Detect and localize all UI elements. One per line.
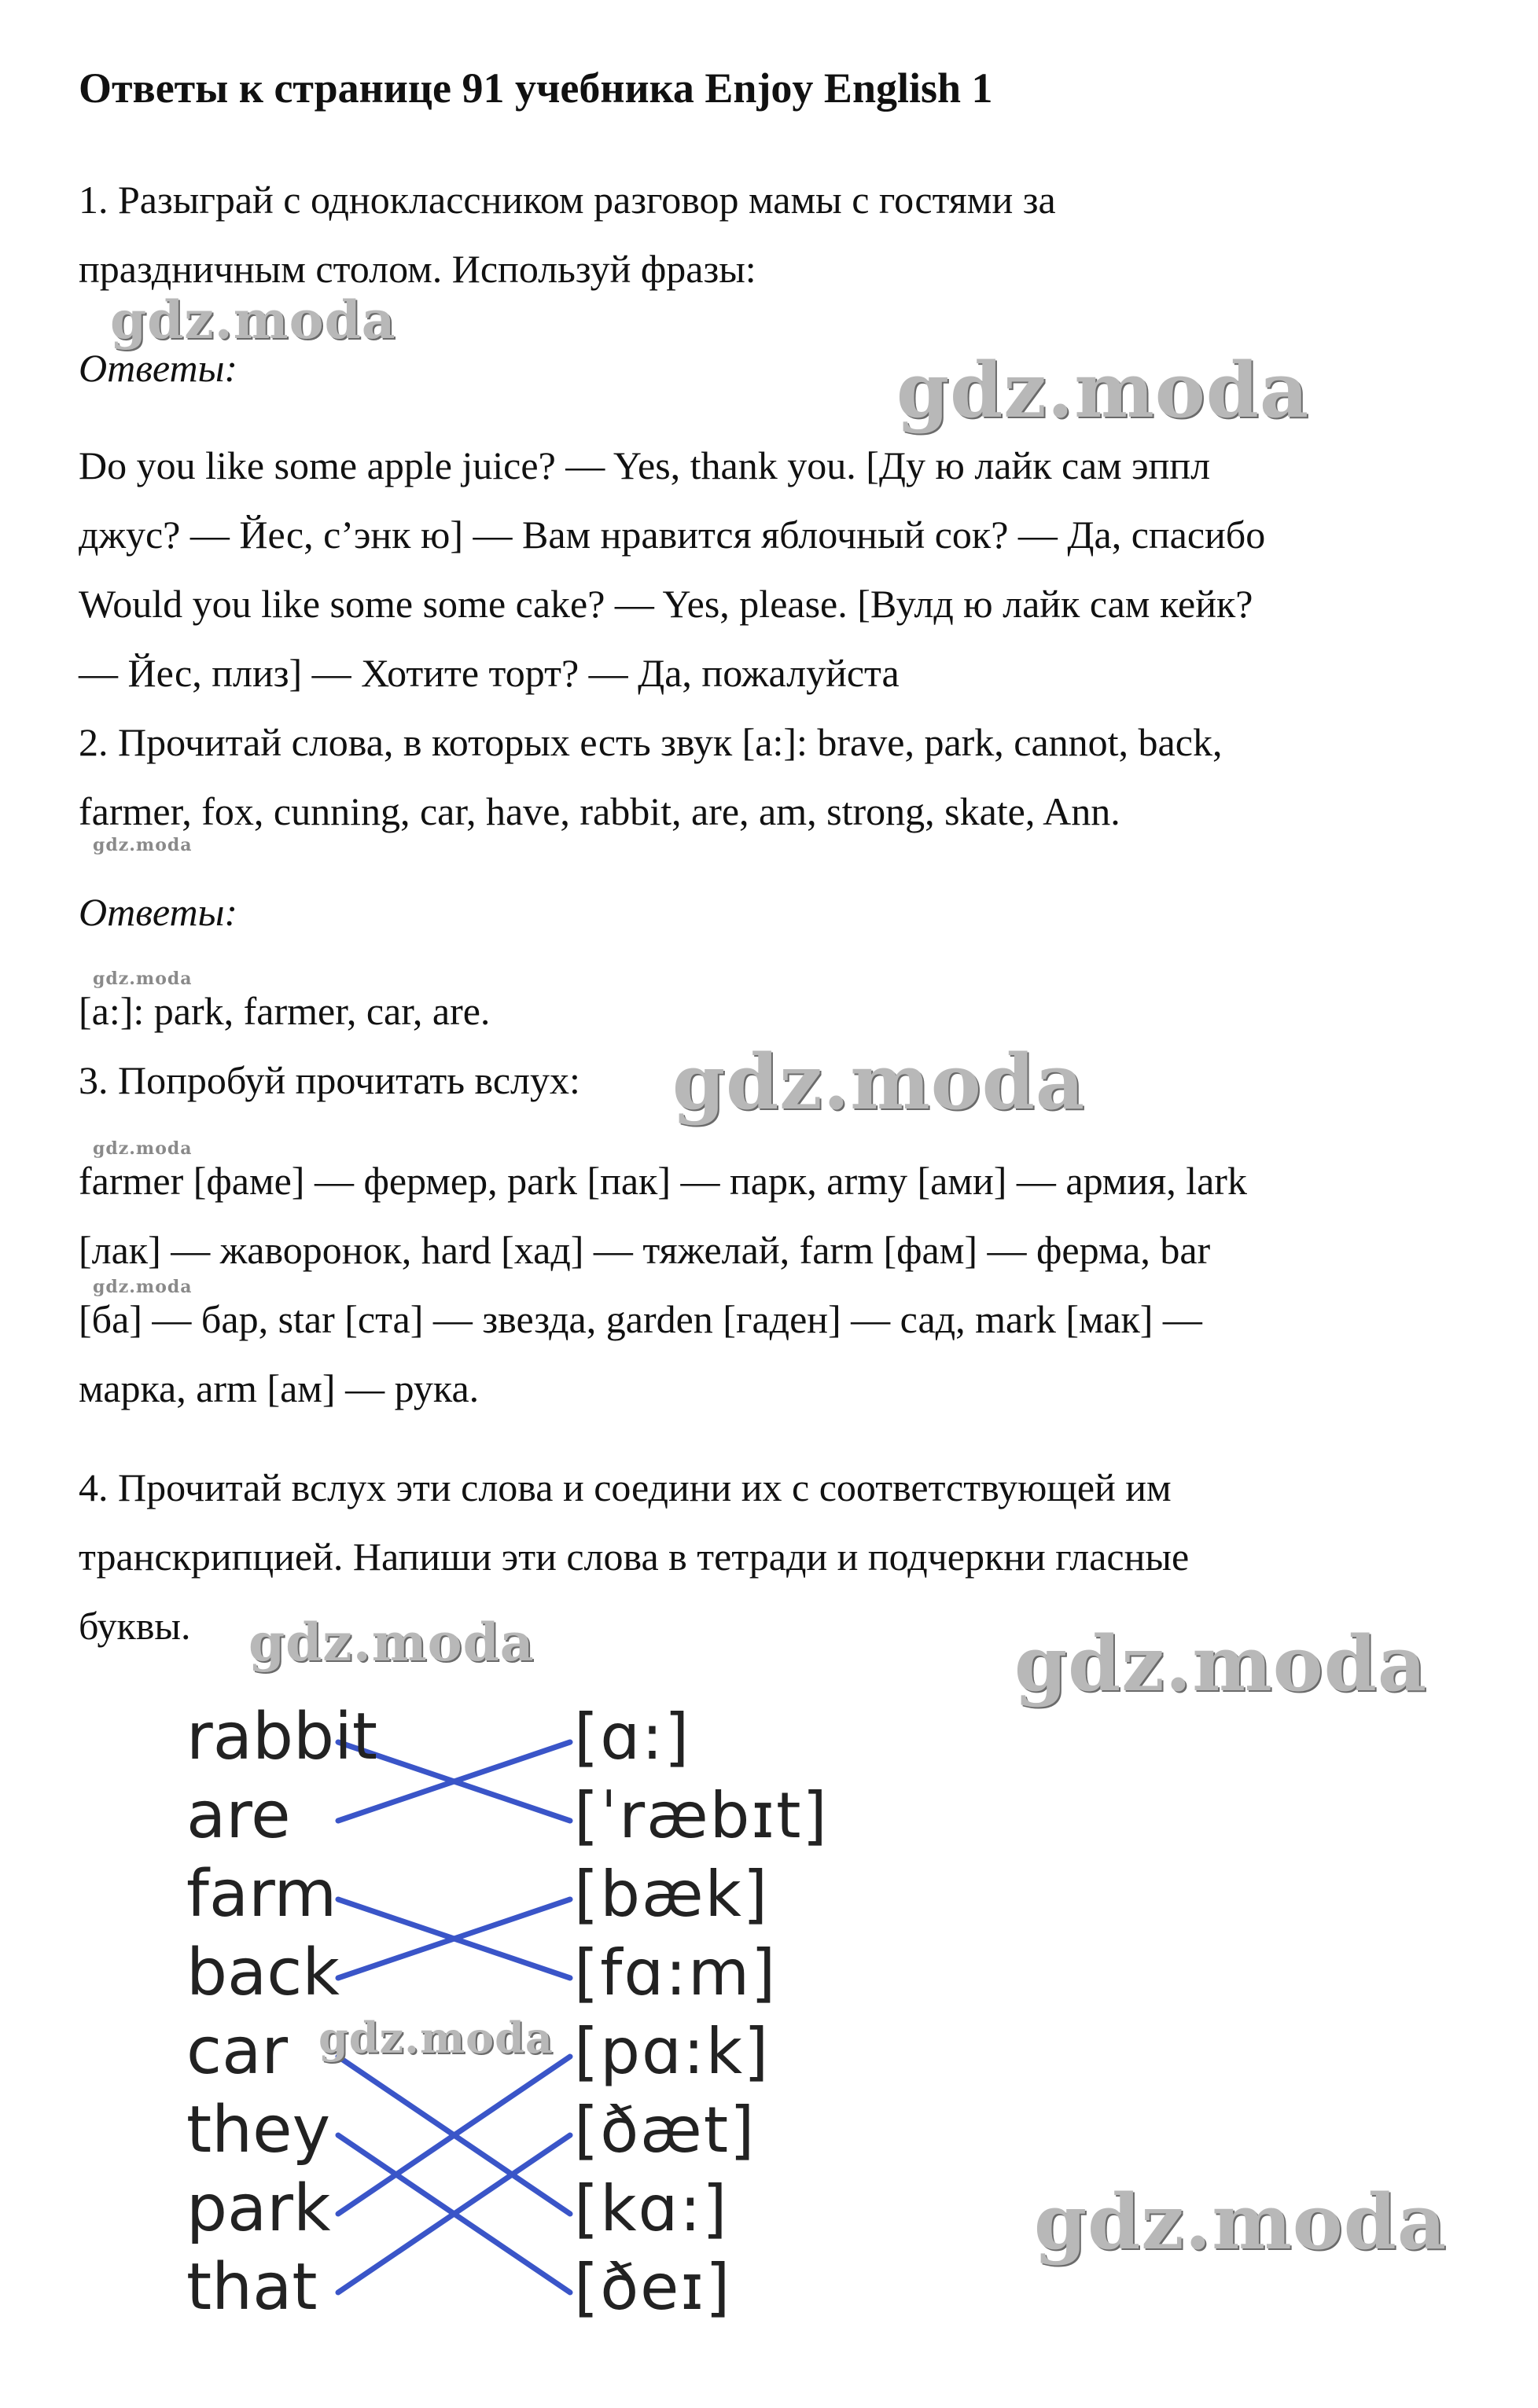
transcription-item: [ðæt] — [574, 2094, 756, 2167]
task3-answer-line: [лак] — жаворонок, hard [хад] — тяжелай, farm [фам] — ферма, bar — [79, 1228, 1211, 1272]
task3-answer-line: farmer [фаме] — фермер, park [пак] — парк, army [ами] — армия, lark — [79, 1159, 1247, 1203]
word-item: they — [186, 2093, 331, 2167]
task1-text-line2: праздничным столом. Используй фразы: — [79, 247, 756, 291]
word-item: are — [186, 1778, 291, 1853]
task1-text-line1: 1. Разыграй с одноклассником разговор мамы с гостями за — [79, 178, 1056, 222]
watermark: gdz.moda — [110, 289, 396, 351]
watermark: gdz.moda — [672, 1038, 1086, 1127]
word-item: rabbit — [186, 1700, 377, 1774]
word-item: that — [186, 2250, 318, 2325]
task2-text-line2: farmer, fox, cunning, car, have, rabbit, are, am, strong, skate, Ann. — [79, 789, 1120, 833]
task1-answers-label: Ответы: — [79, 346, 238, 390]
watermark: gdz.moda — [1034, 2178, 1448, 2266]
page-title: Ответы к странице 91 учебника Enjoy English 1 — [79, 64, 993, 112]
task3-answer-line: марка, arm [ам] — рука. — [79, 1366, 480, 1410]
watermark: gdz.moda — [93, 969, 193, 989]
task3-answer-line: [ба] — бар, star [ста] — звезда, garden [гаден] — сад, mark [мак] — — [79, 1297, 1202, 1341]
task2-answers-label: Ответы: — [79, 890, 238, 934]
task4-text-line3: буквы. — [79, 1604, 191, 1648]
task1-answer-line: Do you like some apple juice? — Yes, thank you. [Ду ю лайк сам эппл — [79, 443, 1211, 487]
task4-text-line1: 4. Прочитай вслух эти слова и соедини их с соответствующей им — [79, 1465, 1172, 1509]
transcription-item: [pɑ:k] — [574, 2015, 771, 2088]
task1-answer-line: Would you like some some cake? — Yes, please. [Вулд ю лайк сам кейк? — [79, 582, 1253, 626]
task2-answer: [a:]: park, farmer, car, are. — [79, 989, 491, 1033]
watermark: gdz.moda — [93, 1277, 193, 1297]
transcription-item: [ˈræbɪt] — [574, 1779, 829, 1852]
watermark: gdz.moda — [248, 1612, 535, 1673]
task1-answer-line: джус? — Йес, с’энк ю] — Вам нравится яблочный сок? — Да, спасибо — [79, 513, 1266, 557]
transcription-item: [fɑ:m] — [574, 1936, 778, 2009]
word-item: farm — [186, 1857, 337, 1932]
watermark: gdz.moda — [1014, 1619, 1428, 1708]
transcription-item: [ɑ:] — [574, 1700, 691, 1774]
word-item: park — [186, 2171, 331, 2246]
watermark: gdz.moda — [896, 346, 1310, 435]
watermark: gdz.moda — [318, 2013, 554, 2063]
transcription-item: [bæk] — [574, 1858, 770, 1931]
task2-text-line1: 2. Прочитай слова, в которых есть звук [a:]: brave, park, cannot, back, — [79, 720, 1223, 764]
transcription-item: [kɑ:] — [574, 2172, 729, 2245]
task3-text: 3. Попробуй прочитать вслух: — [79, 1058, 580, 1102]
transcription-item: [ðeɪ] — [574, 2251, 732, 2324]
task4-text-line2: транскрипцией. Напиши эти слова в тетради и подчеркни гласные — [79, 1535, 1190, 1579]
word-item: car — [186, 2014, 289, 2089]
word-item: back — [186, 1936, 340, 2010]
watermark: gdz.moda — [93, 835, 193, 855]
watermark: gdz.moda — [93, 1138, 193, 1159]
task1-answer-line: — Йес, плиз] — Хотите торт? — Да, пожалуйста — [79, 651, 900, 695]
